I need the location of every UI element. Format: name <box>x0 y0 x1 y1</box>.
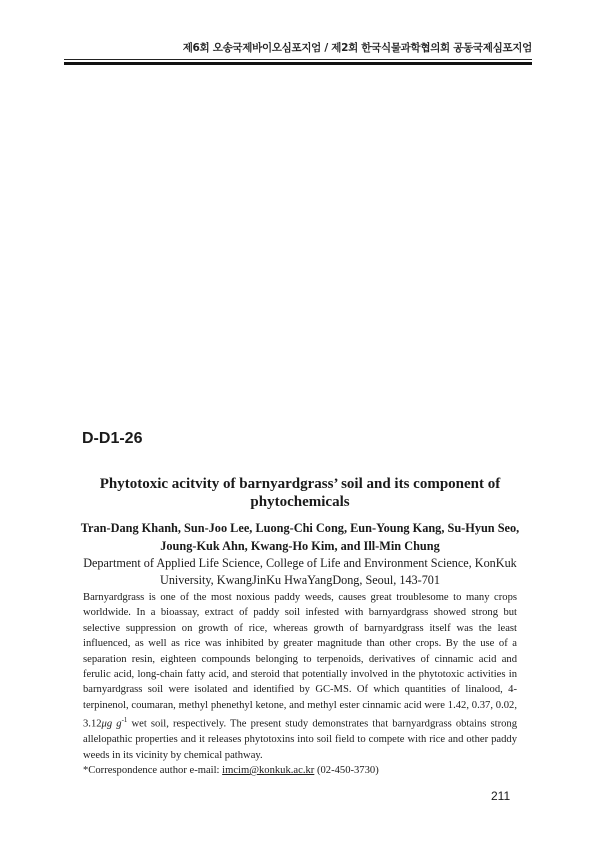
abstract-text-2: wet soil, respectively. The present study demonstrates that barnyardgrass obtains strong allelopathic properties and it releases phytotoxins into soil field to compete with rice and other paddy weeds in its vicinity by chemical pathway. <box>83 718 517 761</box>
authors <box>80 519 520 555</box>
page-number: 211 <box>491 789 511 803</box>
affiliation: Department of Applied Life Science, College of Life and Environment Science, KonKuk University, KwangJinKu HwaYangDong, Seoul, 143-701 <box>83 556 517 587</box>
correspondence <box>83 763 517 778</box>
header-rule-thin <box>64 59 532 60</box>
header-rule-thick <box>64 62 532 65</box>
running-header: 제6회 오송국제바이오심포지엄 / 제2회 한국식물과학협의회 공동국제심포지엄 <box>182 42 532 54</box>
authors-line-1: Tran-Dang Khanh, Sun-Joo Lee, Luong-Chi Cong, Eun-Young Kang, Su-Hyun Seo, <box>80 521 520 535</box>
authors-line-2: Joung-Kuk Ahn, Kwang-Ho Kim, and Ill-Min Chung <box>160 539 440 553</box>
abstract <box>83 590 517 778</box>
abstract-unit: μg g <box>101 718 122 730</box>
paper-title: Phytotoxic acitvity of barnyardgrass’ soil and its component of phytochemicals <box>99 476 501 510</box>
abstract-text-1: Barnyardgrass is one of the most noxious paddy weeds, causes great troublesome to many crops worldwide. In a bioassay, extract of paddy soil infested with barnyardgrass showed strong but selective suppression on growth of rice, whereas growth of barnyardgrass itself was the least influenced, as well as rice was inhibited by greater magnitude than other crops. By the use of a separation resin, eighteen compounds belonging to terpenoids, derivatives of cinnamic acid and ferulic acid, long-chain fatty acid, and steroid that potentially involved in the phytotoxic activities in barnyardgrass soil were isolated and identified by GC-MS. Of which quantities of linalood, 4-terpinenol, coumaran, methyl phenethyl ketone, and methyl ester cinnamic acid were 1.42, 0.37, 0.02, 3.12 <box>83 592 517 730</box>
abstract-unit-exponent: -1 <box>121 716 128 725</box>
phone: (02-450-3730) <box>314 765 379 776</box>
email-link[interactable]: imcim@konkuk.ac.kr <box>222 765 315 776</box>
paper-code: D-D1-26 <box>82 430 143 447</box>
correspondence-label: *Correspondence author e-mail: <box>83 765 223 776</box>
